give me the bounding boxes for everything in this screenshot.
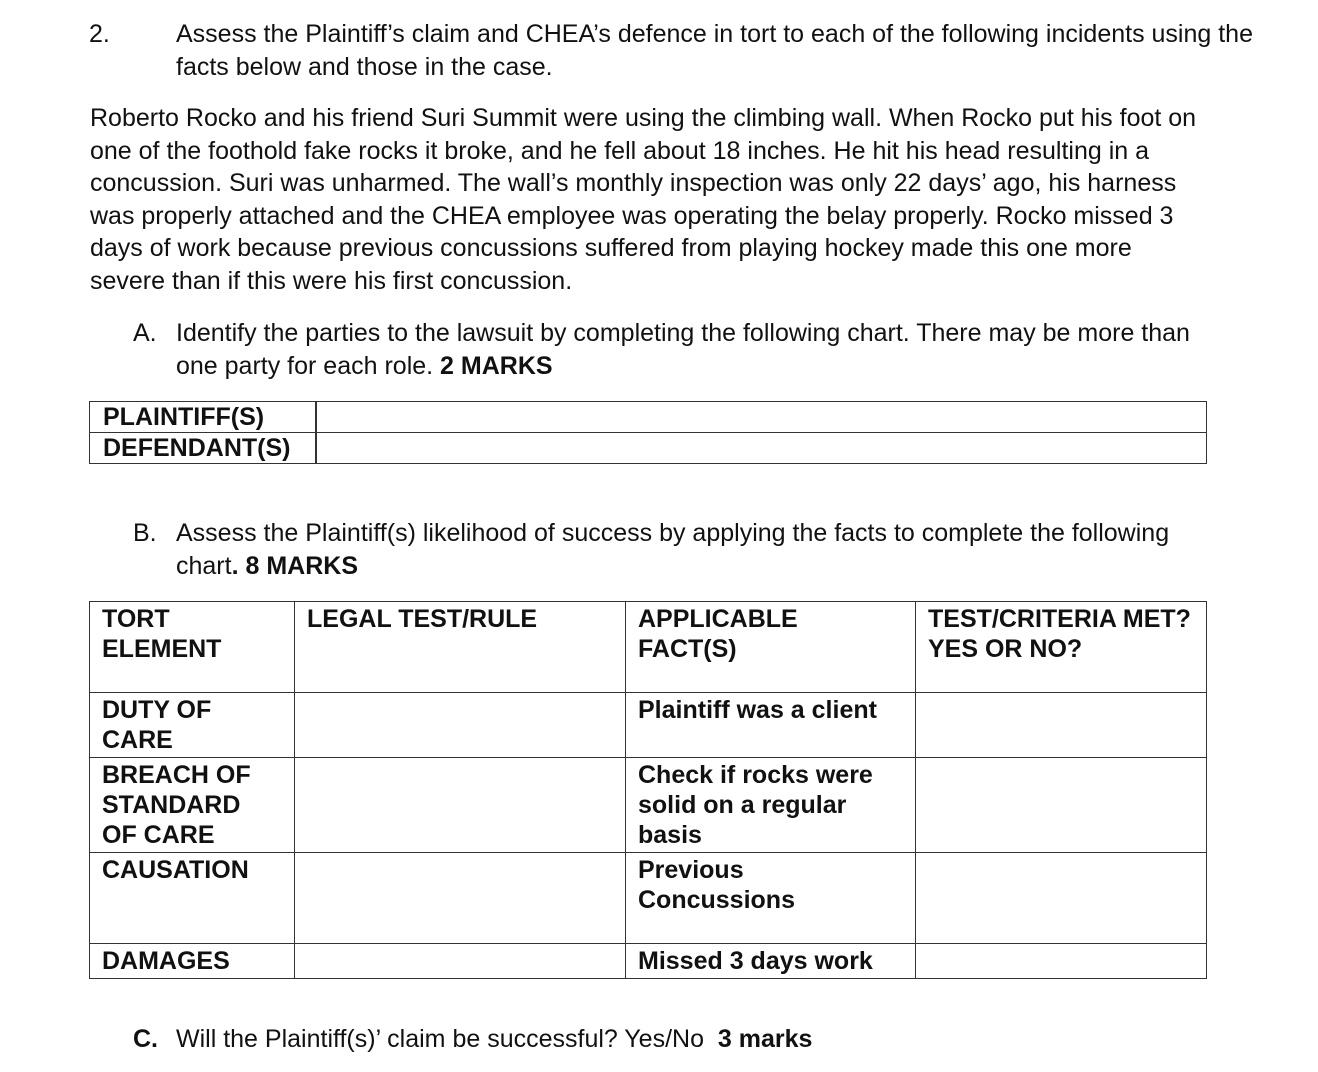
parties-table (89, 401, 1207, 464)
part-c-marks: 3 marks (717, 1025, 813, 1053)
header-criteria-met (916, 602, 1207, 693)
element-damages: DAMAGES (90, 944, 295, 979)
table-row (90, 853, 1207, 944)
part-a-label: A. (133, 319, 157, 347)
header-criteria-met-line2: YES OR NO? (928, 635, 1083, 663)
defendant-answer-cell[interactable] (316, 433, 1207, 464)
table-row (90, 693, 1207, 758)
breach-met-cell[interactable] (916, 758, 1207, 853)
part-a-marks: 2 MARKS (440, 351, 553, 380)
table-row (90, 402, 1207, 433)
duty-legal-test-cell[interactable] (295, 693, 626, 758)
part-b-instruction (133, 517, 1193, 587)
part-b-dot: . (231, 551, 239, 580)
element-duty-of-care: DUTY OF CARE (90, 693, 295, 758)
table-row (90, 758, 1207, 853)
part-a-instruction (133, 317, 1193, 387)
damages-legal-test-cell[interactable] (295, 944, 626, 979)
defendant-label: DEFENDANT(S) (90, 433, 317, 464)
element-causation: CAUSATION (90, 853, 295, 944)
header-tort-element: TORT ELEMENT (90, 602, 295, 693)
plaintiff-label: PLAINTIFF(S) (90, 402, 317, 433)
table-header-row (90, 602, 1207, 693)
part-c-text: Will the Plaintiff(s)’ claim be successful? Yes/No (176, 1025, 704, 1053)
part-c-instruction (133, 1023, 1193, 1063)
causation-facts: Previous Concussions (626, 853, 916, 944)
element-breach: BREACH OF STANDARD OF CARE (90, 758, 295, 853)
header-legal-test: LEGAL TEST/RULE (295, 602, 626, 693)
header-criteria-met-line1: TEST/CRITERIA MET? (928, 605, 1191, 633)
part-b-marks: 8 MARKS (245, 551, 359, 580)
part-b-label: B. (133, 519, 157, 547)
question-number: 2. (89, 20, 110, 48)
duty-met-cell[interactable] (916, 693, 1207, 758)
scenario-paragraph: Roberto Rocko and his friend Suri Summit were using the climbing wall. When Rocko put his foot on one of the foothold fake rocks it broke, and he fell about 18 inches. He hit his head resulting in a concussion. Suri was unharmed. The wall’s monthly inspection was only 22 days’ ago, his harness was properly attached and the CHEA employee was operating the belay properly. Rocko missed 3 days of work because previous concussions suffered from playing hockey made this one more severe than if this were his first concussion. (90, 104, 1197, 295)
causation-legal-test-cell[interactable] (295, 853, 626, 944)
plaintiff-answer-cell[interactable] (316, 402, 1207, 433)
tort-elements-table (89, 601, 1207, 979)
table-row (90, 433, 1207, 464)
breach-legal-test-cell[interactable] (295, 758, 626, 853)
causation-met-cell[interactable] (916, 853, 1207, 944)
question-prompt: Assess the Plaintiff’s claim and CHEA’s defence in tort to each of the following incidents using the facts below and those in the case. (176, 20, 1253, 81)
header-applicable-facts: APPLICABLE FACT(S) (626, 602, 916, 693)
damages-met-cell[interactable] (916, 944, 1207, 979)
part-b-text: Assess the Plaintiff(s) likelihood of success by applying the facts to complete the following chart (176, 519, 1170, 580)
part-c-label: C. (133, 1025, 158, 1053)
table-row (90, 944, 1207, 979)
breach-facts: Check if rocks were solid on a regular basis (626, 758, 916, 853)
duty-facts: Plaintiff was a client (626, 693, 916, 758)
damages-facts: Missed 3 days work (626, 944, 916, 979)
part-a-text: Identify the parties to the lawsuit by completing the following chart. There may be more than one party for each role. (176, 319, 1190, 380)
